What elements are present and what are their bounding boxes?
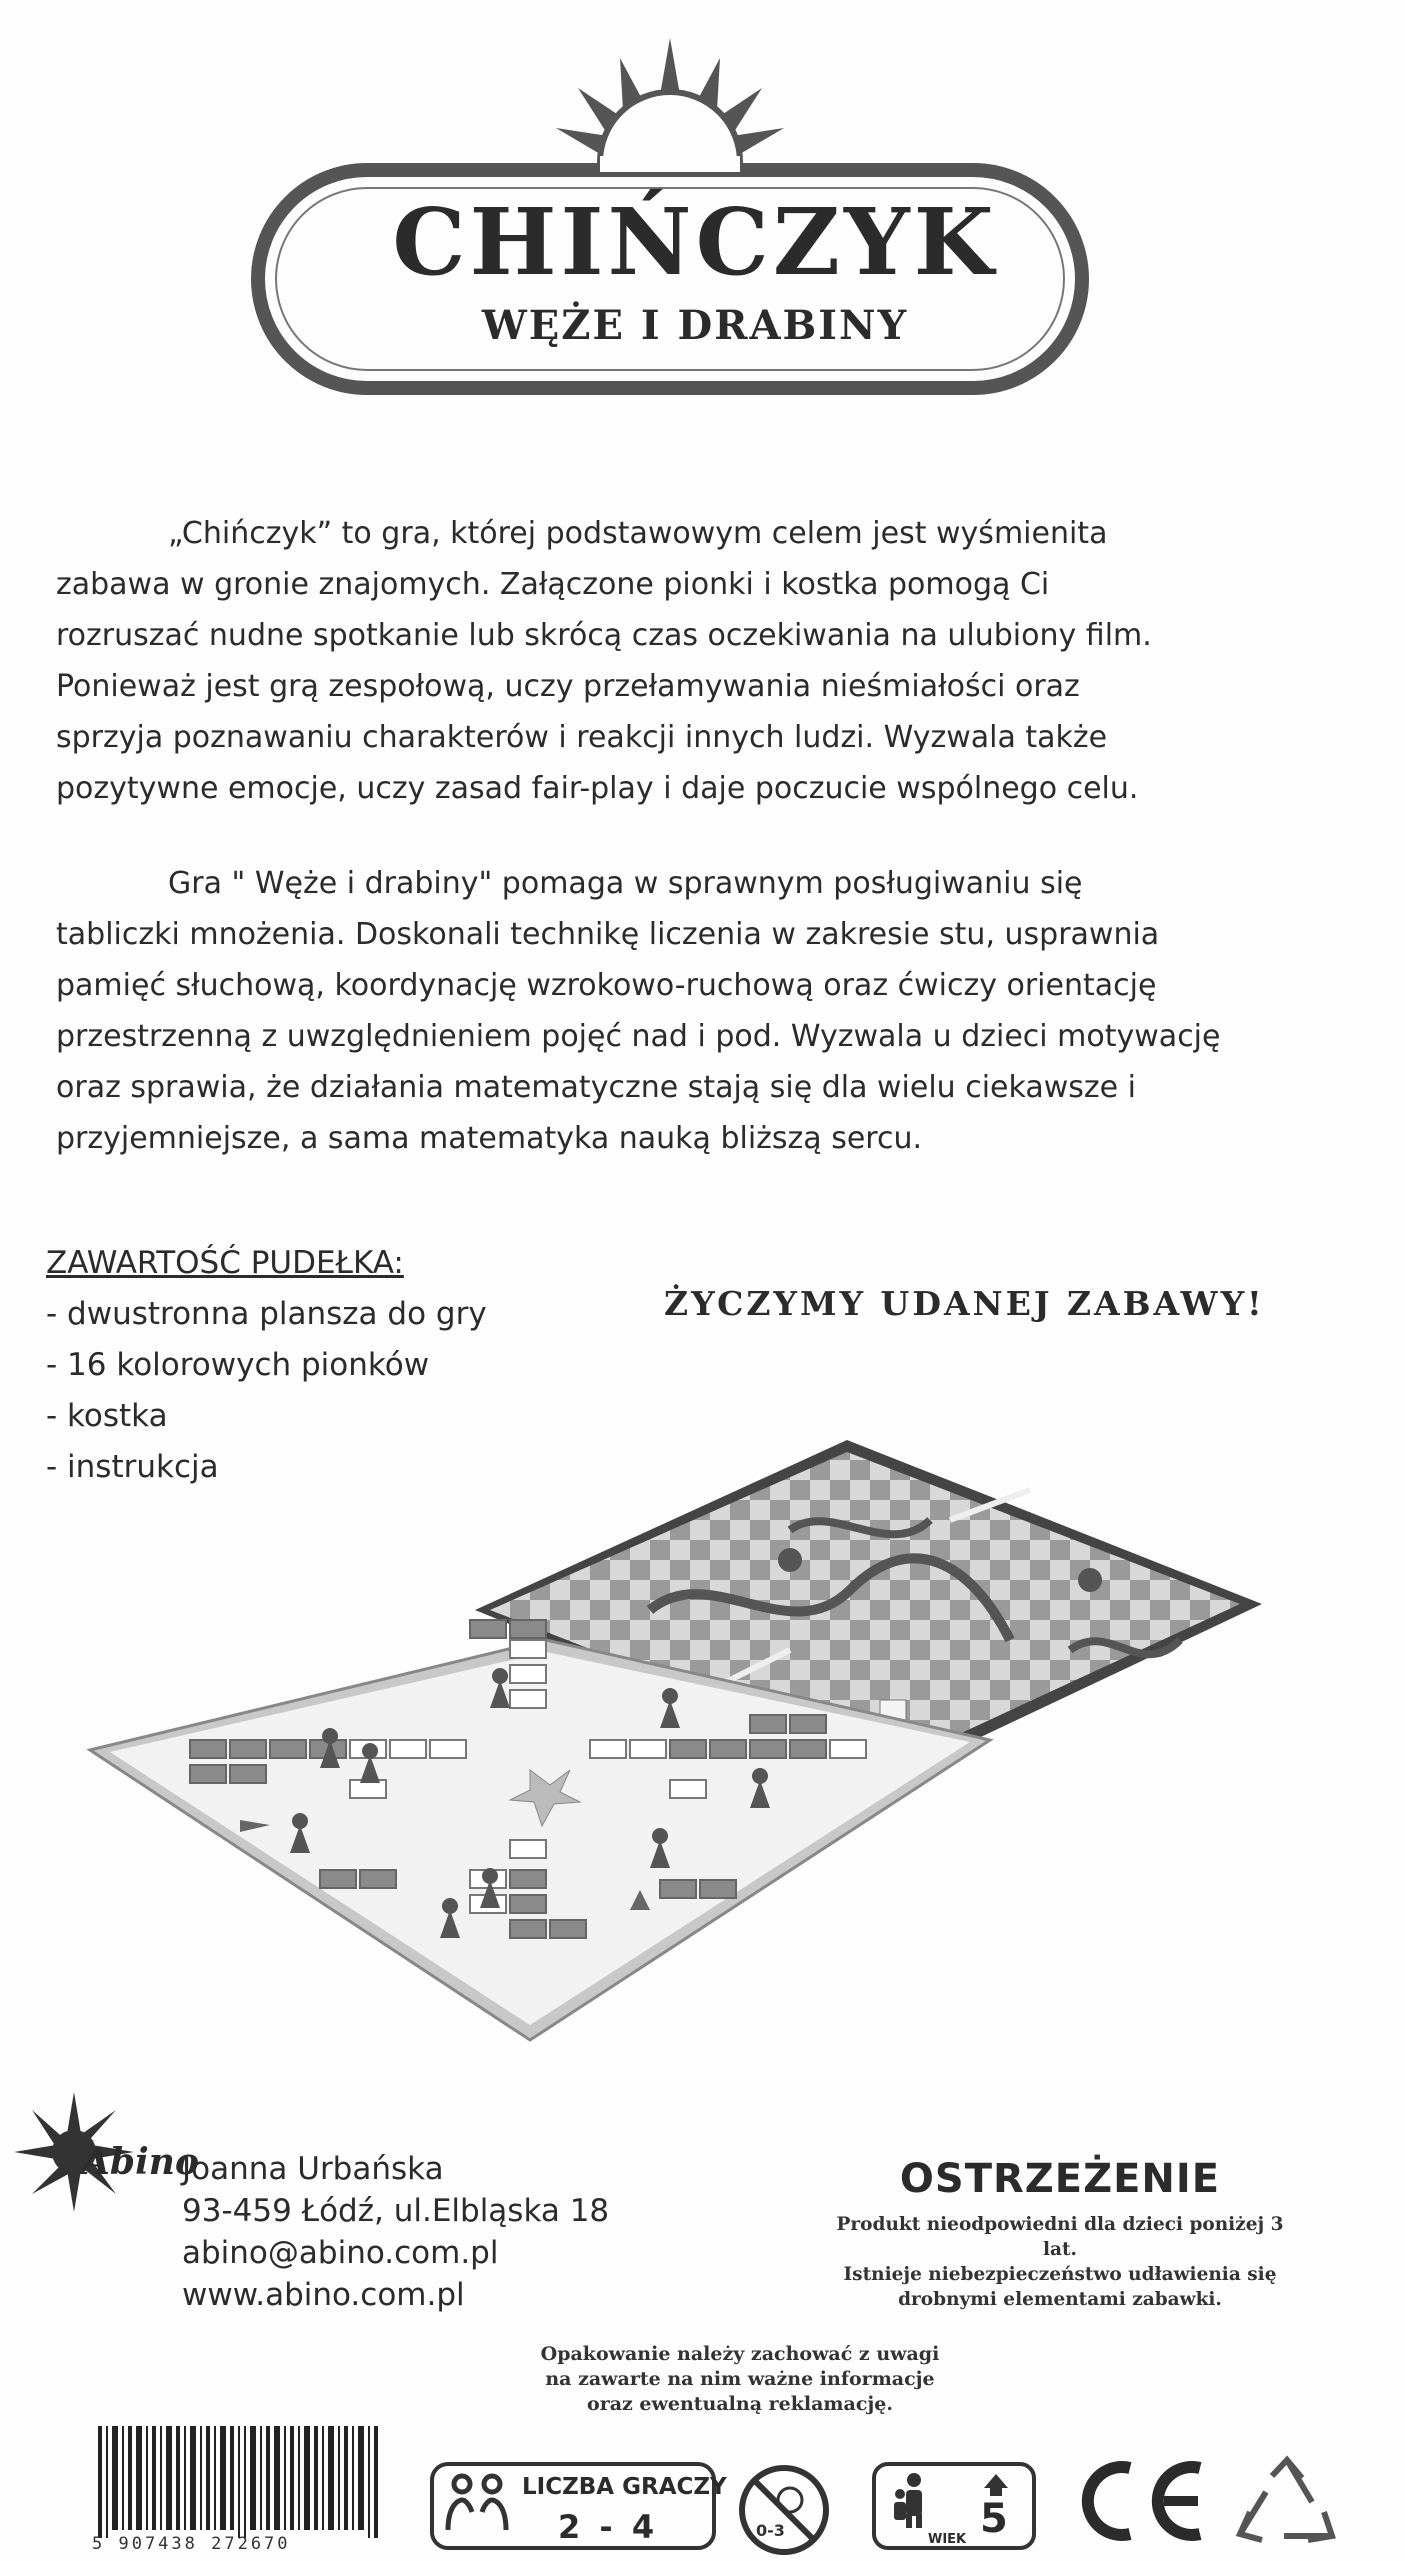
warning-line: Produkt nieodpowiedni dla dzieci poniżej 3 lat.: [836, 2214, 1284, 2260]
age-label: WIEK: [928, 2532, 967, 2547]
company-address: 93-459 Łódź, ul.Elbląska 18: [182, 2193, 610, 2229]
ce-mark: [1072, 2456, 1212, 2561]
packaging-note-line: na zawarte na nim ważne informacje: [545, 2368, 935, 2390]
paragraph-line: Ponieważ jest grą zespołową, uczy przełamywania nieśmiałości oraz: [56, 669, 1080, 704]
warning-line: Istnieje niebezpieczeństwo udławienia się: [843, 2264, 1277, 2285]
company-email: abino@abino.com.pl: [182, 2235, 499, 2271]
warning-text: [820, 2212, 1300, 2312]
age-warning-label: 0-3: [756, 2521, 785, 2540]
description-paragraph-2: [56, 858, 1356, 1164]
warning-line: drobnymi elementami zabawki.: [898, 2289, 1222, 2310]
page-title: CHIŃCZYK: [392, 188, 998, 296]
paragraph-line: przestrzenną z uwzględnieniem pojęć nad i pod. Wyzwala u dzieci motywację: [56, 1019, 1221, 1054]
paragraph-line: Gra " Węże i drabiny" pomaga w sprawnym posługiwaniu się: [168, 866, 1083, 901]
paragraph-line: pamięć słuchową, koordynację wzrokowo-ruchową oraz ćwiczy orientację: [56, 968, 1157, 1003]
barcode-number: 5 907438 272670: [92, 2534, 291, 2554]
packaging-note-line: oraz ewentualną reklamację.: [587, 2393, 893, 2415]
paragraph-line: „Chińczyk” to gra, której podstawowym celem jest wyśmienita: [168, 516, 1108, 551]
warning-title: OSTRZEŻENIE: [899, 2156, 1221, 2202]
players-icon: [440, 2470, 514, 2540]
page-subtitle: WĘŻE I DRABINY: [481, 302, 909, 349]
no-under-3-icon: [732, 2462, 836, 2558]
list-item: - kostka: [46, 1398, 168, 1434]
company-website: www.abino.com.pl: [182, 2277, 465, 2313]
list-item: - dwustronna plansza do gry: [46, 1296, 487, 1332]
players-label: LICZBA GRACZY: [522, 2474, 727, 2500]
description-paragraph-1: [56, 508, 1356, 814]
box-contents-heading: ZAWARTOŚĆ PUDEŁKA:: [46, 1245, 404, 1281]
list-item: - 16 kolorowych pionków: [46, 1347, 430, 1383]
barcode: [98, 2426, 398, 2538]
company-name: Joanna Urbańska: [182, 2151, 444, 2187]
paragraph-line: przyjemniejsze, a sama matematyka nauką bliższą sercu.: [56, 1121, 923, 1156]
paragraph-line: pozytywne emocje, uczy zasad fair-play i daje poczucie wspólnego celu.: [56, 771, 1139, 806]
slogan: ŻYCZYMY UDANEJ ZABAWY!: [664, 1284, 1265, 1323]
packaging-note: [440, 2342, 1040, 2417]
list-item: - instrukcja: [46, 1449, 219, 1485]
paragraph-line: oraz sprawia, że działania matematyczne stają się dla wielu ciekawsze i: [56, 1070, 1136, 1105]
abino-logo-text: Abino: [82, 2141, 199, 2183]
recycle-icon: [1232, 2456, 1342, 2556]
company-info: [182, 2148, 609, 2316]
ce-mark-icon: [1072, 2456, 1212, 2546]
age-value: 5: [980, 2496, 1008, 2542]
paragraph-line: rozruszać nudne spotkanie lub skrócą czas oczekiwania na ulubiony film.: [56, 618, 1152, 653]
paragraph-line: tabliczki mnożenia. Doskonali technikę liczenia w zakresie stu, usprawnia: [56, 917, 1160, 952]
packaging-note-line: Opakowanie należy zachować z uwagi: [540, 2343, 940, 2365]
players-value: 2 - 4: [558, 2508, 659, 2546]
paragraph-line: sprzyja poznawaniu charakterów i reakcji innych ludzi. Wyzwala także: [56, 720, 1108, 755]
abino-logo: [14, 2092, 199, 2232]
paragraph-line: zabawa w gronie znajomych. Załączone pionki i kostka pomogą Ci: [56, 567, 1050, 602]
game-boards-illustration: [90, 1440, 1290, 2060]
